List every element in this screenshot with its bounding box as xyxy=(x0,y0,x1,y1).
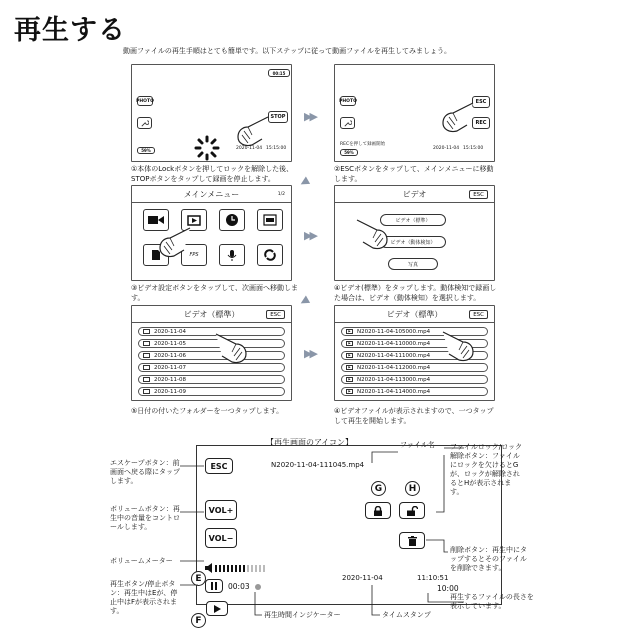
video-standard-option: ビデオ（標準） xyxy=(380,214,446,226)
arrow-left-icon: ◀ xyxy=(297,294,309,309)
volume-up-button: VOL+ xyxy=(205,500,237,520)
video-motion-option: ビデオ（動体検知） xyxy=(380,236,446,248)
page-title: 再生する xyxy=(14,15,126,46)
filename-label: ファイル名 xyxy=(400,441,435,449)
battery-indicator: 59% xyxy=(137,147,155,154)
video-header: ビデオ xyxy=(335,186,494,203)
step2-caption: ②ESCボタンをタップして、メインメニューに移動します。 xyxy=(334,165,494,183)
diagram-heading: 【再生画面のアイコン】 xyxy=(266,438,353,447)
file-label: N2020-11-04-111000.mp4 xyxy=(357,352,431,359)
page-indicator: 1/2 xyxy=(277,192,285,197)
elapsed-time: 00:03 xyxy=(228,582,250,591)
file-label: N2020-11-04-113000.mp4 xyxy=(357,376,431,383)
date-text: 2020-11-04 xyxy=(342,574,383,582)
volume-description: ボリュームボタン：再生中の音量をコントロールします。 xyxy=(110,505,180,531)
step6-caption: ④ビデオファイルが表示されますので、一つタップして再生を開始します。 xyxy=(334,407,494,425)
esc-description: エスケープボタン：前画面へ戻る際にタップします。 xyxy=(110,459,180,485)
video-file-icon: ▶ xyxy=(346,377,353,382)
volume-down-button: VOL− xyxy=(205,528,237,548)
battery-indicator: 59% xyxy=(340,149,358,156)
label-h-icon: H xyxy=(405,481,420,496)
step4-caption: ④ビデオ(標準）をタップします。動体検知で録画した場合は、ビデオ（動体検知）を選択します。 xyxy=(334,284,497,302)
folder-label: 2020-11-05 xyxy=(154,340,186,347)
arrow-left-icon: ◀ xyxy=(297,175,309,190)
folder-label: 2020-11-07 xyxy=(154,364,186,371)
time-text: 15:15:00 xyxy=(266,146,287,151)
photo-button: PHOTO xyxy=(137,96,153,106)
rec-button: REC xyxy=(472,117,490,129)
intro-text: 動画ファイルの再生手順はとても簡単です。以下ステップに従って動画ファイルを再生してみましょう。 xyxy=(123,47,452,55)
step5-caption: ⑤日付の付いたフォルダーを一つタップします。 xyxy=(131,407,284,415)
file-list-header: ビデオ（標準） xyxy=(335,306,494,323)
folder-label: 2020-11-04 xyxy=(154,328,186,335)
folder-list-header: ビデオ（標準） xyxy=(132,306,291,323)
delete-description: 削除ボタン：再生中にタップするとそのファイルを削除できます。 xyxy=(450,546,527,572)
filename-text: N2020-11-04-111045.mp4 xyxy=(271,461,365,469)
file-label: N2020-11-04-105000.mp4 xyxy=(357,328,431,335)
file-label: N2020-11-04-114000.mp4 xyxy=(357,388,431,395)
arrow-right-icon: ▶▶ xyxy=(304,347,315,360)
date-text: 2020-11-04 xyxy=(433,146,460,151)
play-description: 再生ボタン/停止ボタン：再生中はEが、停止中はFが表示されます。 xyxy=(110,580,178,615)
label-f-icon: F xyxy=(191,613,206,628)
stop-button: STOP xyxy=(268,111,288,123)
folder-label: 2020-11-09 xyxy=(154,388,186,395)
indicator-description: 再生時間インジケーター xyxy=(264,611,341,619)
duration-text: 10:00 xyxy=(437,584,459,593)
video-file-icon: ▶ xyxy=(346,329,353,334)
esc-button: ESC xyxy=(469,310,488,319)
video-file-icon: ▶ xyxy=(346,353,353,358)
meter-description: ボリュームメーター xyxy=(110,557,173,565)
arrow-right-icon: ▶▶ xyxy=(304,229,315,242)
video-file-icon: ▶ xyxy=(346,341,353,346)
rec-notice: RECを押して録画開始 xyxy=(340,142,386,147)
esc-button: ESC xyxy=(205,458,233,474)
label-e-icon: E xyxy=(191,571,206,586)
time-text: 11:10:51 xyxy=(417,574,449,582)
step1-caption: ①本体のLockボタンを押してロックを解除した後、STOPボタンをタップして録画を停止します。 xyxy=(131,165,294,183)
folder-label: 2020-11-06 xyxy=(154,352,186,359)
esc-button: ESC xyxy=(266,310,285,319)
label-g-icon: G xyxy=(371,481,386,496)
file-label: N2020-11-04-110000.mp4 xyxy=(357,340,431,347)
menu-header: メインメニュー xyxy=(132,186,291,203)
step3-caption: ③ビデオ設定ボタンをタップして、次画面へ移動します。 xyxy=(131,284,298,302)
fps-label: FPS xyxy=(189,252,199,258)
lock-description: ファイルロック/ロック解除ボタン：ファイルにロックを欠けるとGが、ロックが解除されるとHが表示されます。 xyxy=(450,443,522,496)
recording-counter: 00:15 xyxy=(268,69,290,77)
esc-button: ESC xyxy=(469,190,488,199)
timestamp-description: タイムスタンプ xyxy=(382,611,431,619)
time-text: 15:15:00 xyxy=(463,146,484,151)
arrow-right-icon: ▶▶ xyxy=(304,110,315,123)
length-description: 再生するファイルの長さを表示しています。 xyxy=(450,593,534,610)
photo-button: PHOTO xyxy=(340,96,356,106)
photo-option: 写真 xyxy=(388,258,438,270)
video-file-icon: ▶ xyxy=(346,365,353,370)
video-file-icon: ▶ xyxy=(346,389,353,394)
esc-button: ESC xyxy=(472,96,490,108)
date-text: 2020-11-04 xyxy=(236,146,263,151)
folder-label: 2020-11-08 xyxy=(154,376,186,383)
file-label: N2020-11-04-112000.mp4 xyxy=(357,364,431,371)
